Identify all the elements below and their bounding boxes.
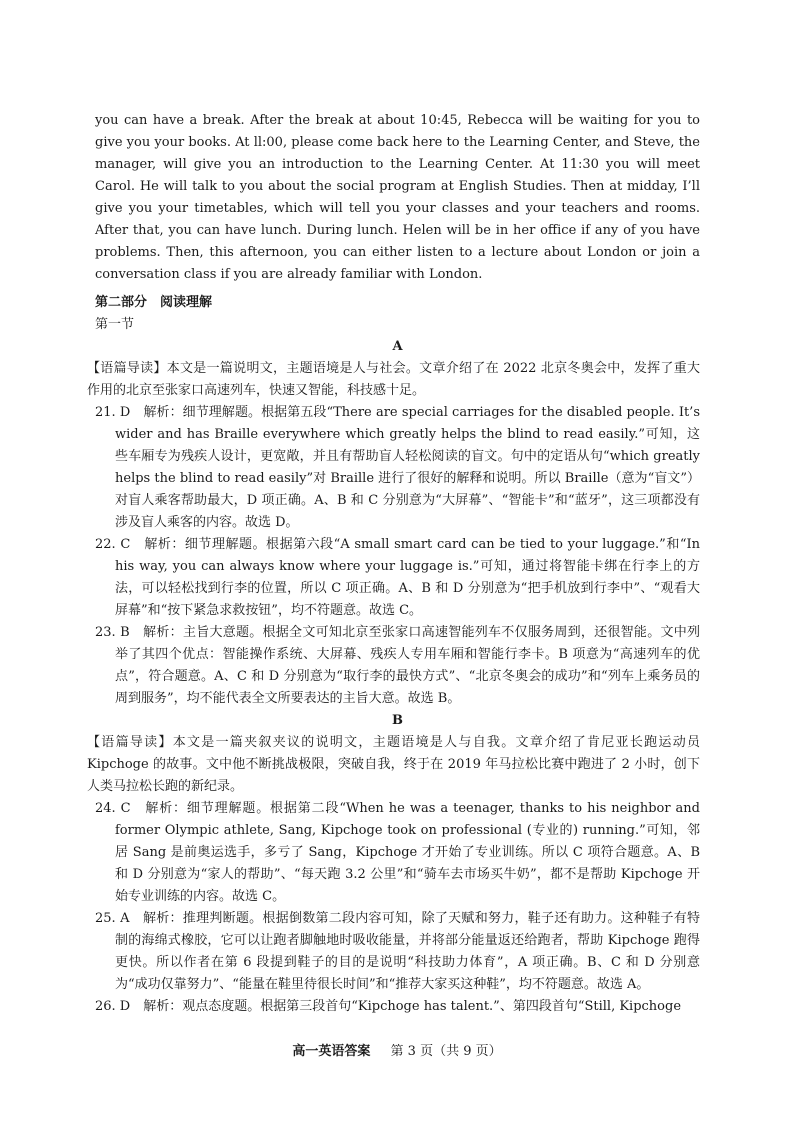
footer-title: 高一英语答案 — [292, 1044, 371, 1059]
document-page — [87, 110, 700, 1018]
answer-24: 24. C 解析：细节理解题。根据第二段“When he was a teenager, thanks to his neighbor and former Olympic athlete, Sang, Kipchoge took on professional (专业的) running.”可知，邻居 Sang 是前奥运选手，多亏了 Sang，Kipchoge 才开始了专业训练。所以 C 项符合题意。A、B 和 D 分别意为“家人的帮助”、“每天跑 3.2 公里”和“骑车去市场买牛奶”，都不是帮助 Kipchoge 开始专业训练的内容。故选 C。 — [95, 801, 700, 904]
answer-23: 23. B 解析：主旨大意题。根据全文可知北京至张家口高速智能列车不仅服务周到，还很智能。文中列举了其四个优点：智能操作系统、大屏幕、残疾人专用车厢和智能行李卡。B 项意为“高速列车的优点”，符合题意。A、C 和 D 分别意为“取行李的最快方式”、“北京冬奥会的成功”和“列车上乘务员的周到服务”，均不能代表全文所要表达的主旨大意。故选 B。 — [95, 625, 700, 706]
section-one-heading: 第一节 — [95, 317, 135, 332]
passage-a-label: A — [392, 339, 403, 354]
footer-page-number: 第 3 页（共 9 页） — [390, 1044, 502, 1059]
answer-22: 22. C 解析：细节理解题。根据第六段“A small smart card can be tied to your luggage.”和“In his way, you can always know where your luggage is.”可知，通过将智能卡绑在行李上的方法，可以轻松找到行李的位置，所以 C 项正确。A、B 和 D 分别意为“把手机放到行李中”、“观看大屏幕”和“按下紧急求救按钮”，均不符题意。故选 C。 — [95, 537, 700, 618]
passage-b-label: B — [392, 713, 403, 728]
answer-26: 26. D 解析：观点态度题。根据第三段首句“Kipchoge has talent.”、第四段首句“Still, Kipchoge — [95, 999, 682, 1014]
answer-25: 25. A 解析：推理判断题。根据倒数第二段内容可知，除了天赋和努力，鞋子还有助力。这种鞋子有特制的海绵式橡胶，它可以让跑者脚触地时吸收能量，并将部分能量返还给跑者，帮助 Kipchoge 跑得更快。所以作者在第 6 段提到鞋子的目的是说明“科技助力体育”，A 项正确。B、C 和 D 分别意为“成功仅靠努力”、“能量在鞋里待很长时间”和“推荐大家买这种鞋”，均不符题意。故选 A。 — [95, 911, 700, 992]
passage-b-intro: 【语篇导读】本文是一篇夹叙夹议的说明文，主题语境是人与自我。文章介绍了肯尼亚长跑运动员 Kipchoge 的故事。文中他不断挑战极限，突破自我，终于在 2019 年马拉松比赛中跑进了 2 小时，创下人类马拉松长跑的新纪录。 — [87, 735, 700, 794]
part-two-heading: 第二部分 阅读理解 — [95, 295, 213, 310]
passage-a-intro: 【语篇导读】本文是一篇说明文，主题语境是人与社会。文章介绍了在 2022 北京冬奥会中，发挥了重大作用的北京至张家口高速列车，快速又智能，科技感十足。 — [87, 361, 700, 398]
answer-21: 21. D 解析：细节理解题。根据第五段“There are special carriages for the disabled people. It’s wider and has Braille everywhere which greatly helps the blind to read easily.”可知，这些车厢专为残疾人设计，更宽敞，并且有帮助盲人轻松阅读的盲文。句中的定语从句“which greatly helps the blind to read easily”对 Braille 进行了很好的解释和说明。所以 Braille（意为“盲文”）对盲人乘客帮助最大，D 项正确。A、B 和 C 分别意为“大屏幕”、“智能卡”和“蓝牙”，这三项都没有涉及盲人乘客的内容。故选 D。 — [95, 405, 700, 530]
listening-transcript-tail: you can have a break. After the break at about 10:45, Rebecca will be waiting for you to give you your books. At ll:00, please come back here to the Learning Center, and Steve, the manager, will give you an introduction to the Learning Center. At 11:30 you will meet Carol. He will talk to you about the social program at English Studies. Then at midday, I’ll give you your timetables, which will tell you your classes and your teachers and rooms. After that, you can have lunch. During lunch. Helen will be in her office if any of you have problems. Then, this afternoon, you can either listen to a lecture about London or join a conversation class if you are already familiar with London. — [95, 113, 700, 282]
page-footer — [0, 1040, 794, 1059]
